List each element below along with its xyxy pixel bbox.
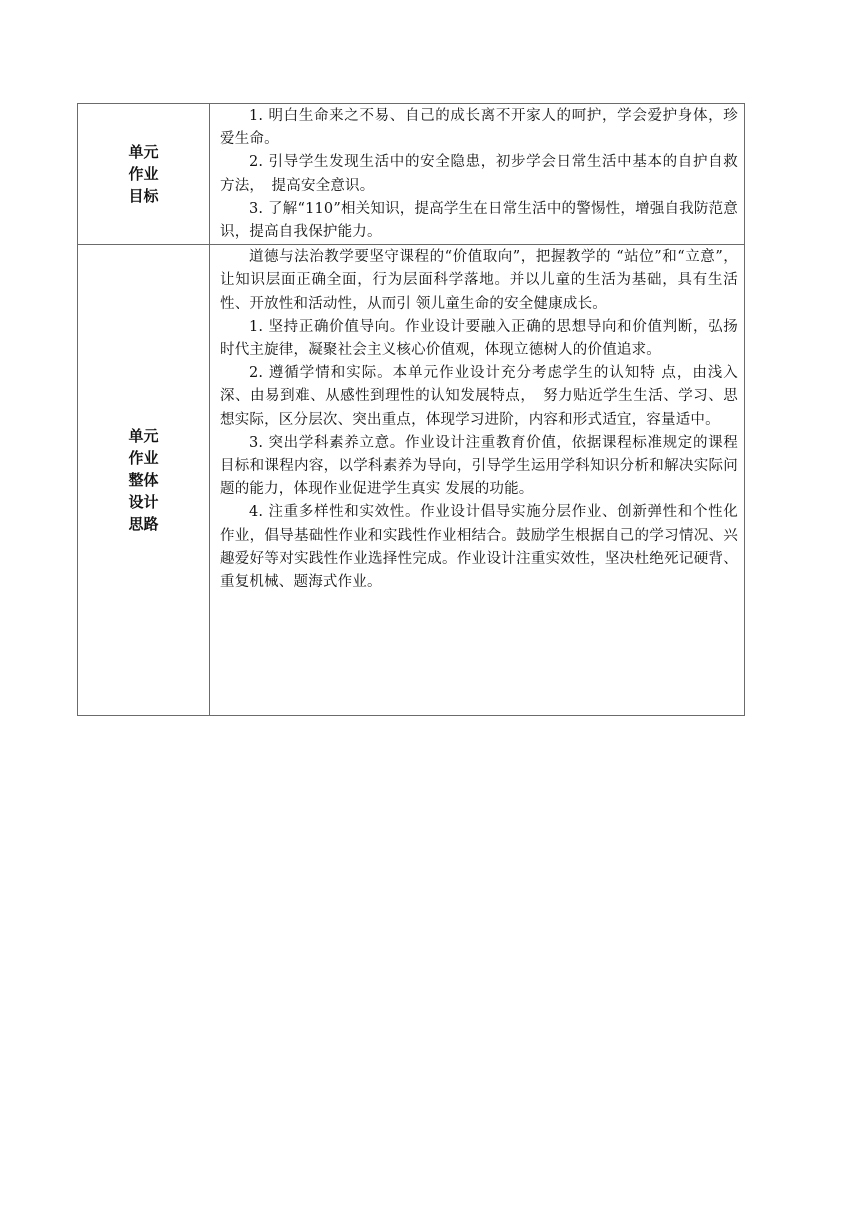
- approach-paragraph-1: 1. 坚持正确价值导向。作业设计要融入正确的思想导向和价值判断，弘扬时代主旋律，凝聚社会主义核心价值观，体现立德树人的价值追求。: [220, 318, 738, 359]
- approach-paragraph-3: 3. 突出学科素养立意。作业设计注重教育价值，依据课程标准规定的课程目标和课程内容，以学科素养为导向，引导学生运用学科知识分析和解决实际问题的能力，体现作业促进学生真实 发展的功能。: [220, 434, 738, 498]
- approach-paragraph-2: 2. 遵循学情和实际。本单元作业设计充分考虑学生的认知特 点，由浅入深、由易到难、从感性到理性的认知发展特点， 努力贴近学生生活、学习、思想实际，区分层次、突出重点，体现学习进阶，内容和形式适宜，容量适中。: [220, 365, 738, 428]
- table-row-unit-goals: [78, 104, 745, 245]
- table-row-design-approach: [78, 245, 745, 716]
- row-label-line: 思路: [128, 515, 159, 534]
- row-label-line: 设计: [128, 493, 159, 512]
- goal-paragraph-2: 2. 引导学生发现生活中的安全隐患，初步学会日常生活中基本的自护自救方法， 提高安全意识。: [220, 154, 738, 194]
- row-label-line: 单元: [128, 143, 159, 162]
- row-label: [128, 425, 158, 535]
- row-label-line: 单元: [128, 427, 159, 446]
- row-label-line: 整体: [128, 471, 159, 490]
- row-label-line: 作业: [128, 449, 159, 468]
- row-content-cell: [210, 104, 745, 245]
- row-label-cell: [78, 104, 210, 245]
- row-label-line: 目标: [128, 187, 159, 206]
- row-label-line: 作业: [128, 165, 159, 184]
- design-table: [77, 103, 745, 716]
- approach-paragraph-intro: 道德与法治教学要坚守课程的“价值取向”，把握教学的 “站位”和“立意”，让知识层面正确全面，行为层面科学落地。并以儿童的生活为基础，具有生活性、开放性和活动性，从而引 领儿童生命的安全健康成长。: [220, 249, 738, 312]
- goal-paragraph-3: 3. 了解“110”相关知识，提高学生在日常生活中的警惕性，增强自我防范意识，提高自我保护能力。: [220, 200, 738, 241]
- approach-paragraph-4: 4. 注重多样性和实效性。作业设计倡导实施分层作业、创新弹性和个性化作业，倡导基础性作业和实践性作业相结合。鼓励学生根据自己的学习情况、兴趣爱好等对实践性作业选择性完成。作业设计注重实效性，坚决杜绝死记硬背、重复机械、题海式作业。: [220, 504, 738, 591]
- row-content-cell: [210, 245, 745, 716]
- row-label-cell: [78, 245, 210, 716]
- goal-paragraph-1: 1. 明白生命来之不易、自己的成长离不开家人的呵护，学会爱护身体，珍爱生命。: [220, 108, 738, 148]
- row-label: [128, 141, 158, 207]
